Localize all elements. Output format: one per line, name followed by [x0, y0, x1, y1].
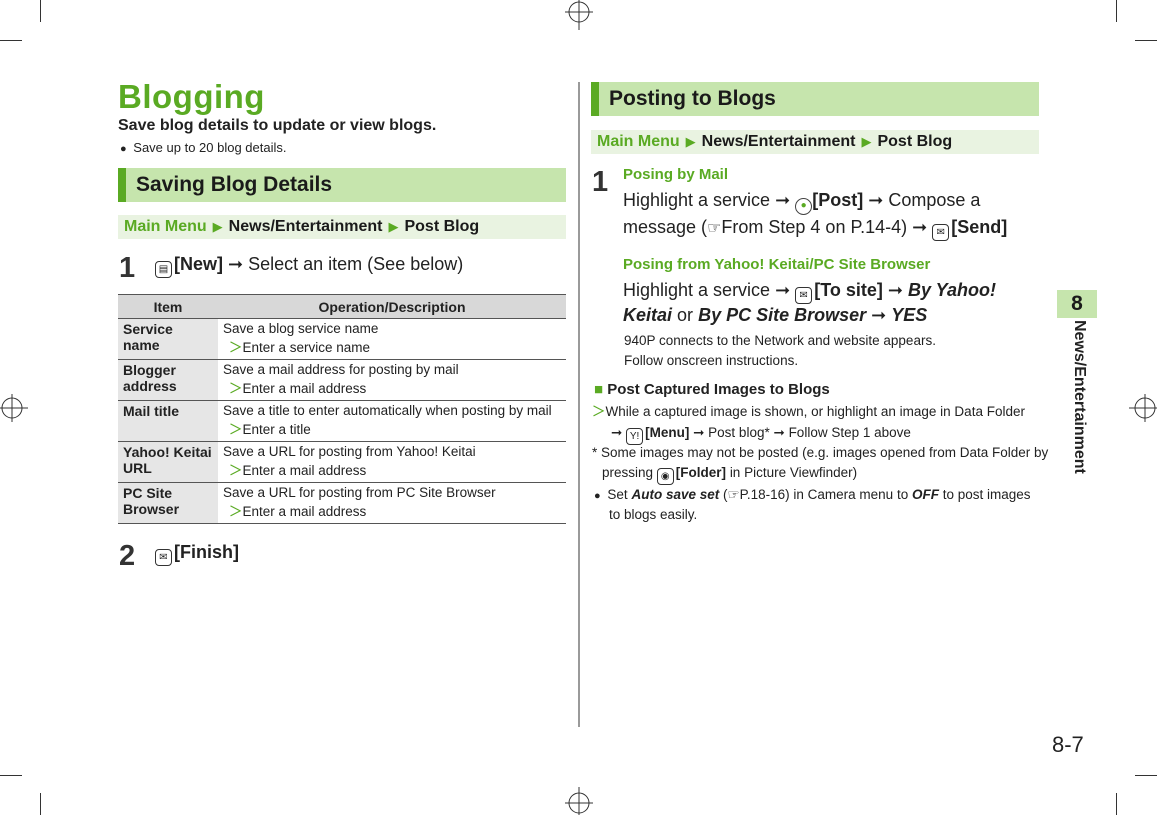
table-row [118, 483, 566, 524]
item-cell: Service name [118, 319, 218, 360]
tv-key-icon: ▤ [155, 261, 172, 278]
mail-key-icon: ✉ [155, 549, 172, 566]
desc-sub: Enter a title [242, 422, 311, 437]
section-heading-posting [591, 82, 1039, 116]
crop-mark [1135, 40, 1157, 41]
arrow-right-icon: ➞ [871, 305, 887, 325]
crop-mark [40, 0, 41, 22]
crop-mark [0, 775, 22, 776]
text: Compose a [888, 190, 981, 210]
triangle-right-icon: ▶ [685, 134, 696, 149]
setting-value: OFF [911, 487, 939, 502]
desc-text: Save a blog service name [223, 321, 379, 336]
square-icon: ■ [594, 381, 604, 398]
text: Highlight a service [623, 190, 771, 210]
desc-text: Save a mail address for posting by mail [223, 362, 459, 377]
item-cell: Blogger address [118, 360, 218, 401]
text: pressing [602, 465, 654, 480]
yahoo-key-icon: Y! [626, 428, 643, 445]
desc-cell [218, 360, 566, 401]
section-title: Saving Blog Details [136, 173, 333, 196]
chevron-right-icon: ＞ [229, 422, 243, 437]
option-yahoo: By Yahoo! [908, 280, 997, 300]
camera-key-icon: ◉ [657, 468, 674, 485]
heading-text: Post Captured Images to Blogs [607, 381, 830, 398]
reference-hand-icon: ☞ [707, 220, 722, 237]
desc-cell [218, 401, 566, 442]
text: or [677, 305, 694, 325]
asterisk: * [592, 445, 598, 460]
reference-hand-icon: ☞ [727, 487, 740, 502]
note-line: Follow onscreen instructions. [624, 353, 799, 368]
bullet-note: ● Set Auto save set (☞P.18-16) in Camera menu to OFF to post images [594, 487, 1031, 502]
items-table-wrap [118, 294, 566, 524]
arrow-right-icon: ➞ [693, 425, 705, 440]
menu-path-main: Main Menu [597, 133, 680, 150]
footnote [602, 462, 857, 485]
step-number: 1 [119, 252, 136, 284]
table-row [118, 360, 566, 401]
bullet-note [120, 140, 287, 155]
arrow-right-icon: ➞ [775, 190, 791, 210]
captured-line [592, 401, 1025, 422]
bullet-text: Save up to 20 blog details. [133, 140, 287, 155]
menu-path [591, 130, 1039, 154]
chapter-label [1064, 320, 1090, 490]
step-text: Select an item (See below) [248, 254, 464, 274]
arrow-right-icon: ➞ [611, 425, 623, 440]
triangle-right-icon: ▶ [388, 219, 399, 234]
captured-heading [594, 381, 830, 398]
new-softkey: [New] [174, 254, 223, 274]
send-softkey: [Send] [951, 217, 1008, 237]
chapter-label-text: News/Entertainment [1071, 320, 1088, 474]
text: Follow Step 1 above [788, 425, 911, 440]
arrow-right-icon: ➞ [912, 217, 928, 237]
menu-path [118, 215, 566, 239]
column-header: Operation/Description [218, 295, 566, 319]
subheading-mail: Posing by Mail [623, 166, 729, 183]
step-2-instruction [155, 542, 239, 566]
page-title: Blogging [118, 78, 265, 115]
text: to post images [942, 487, 1031, 502]
table-header-row [118, 295, 566, 319]
registration-mark-icon [563, 785, 595, 815]
page-subtitle: Save blog details to update or view blogs. [118, 117, 437, 134]
note-line: 940P connects to the Network and website appears. [624, 333, 936, 348]
items-table [118, 294, 566, 524]
bullet-icon: ● [120, 143, 127, 155]
yahoo-instruction-line2 [623, 302, 927, 329]
chapter-tab: 8 [1057, 290, 1097, 318]
item-cell: Yahoo! Keitai URL [118, 442, 218, 483]
text: Post blog* [708, 425, 770, 440]
table-row [118, 401, 566, 442]
chevron-right-icon: ＞ [592, 404, 606, 419]
text: Highlight a service [623, 280, 771, 300]
text: From Step 4 on P.14-4) [721, 217, 908, 237]
text: While a captured image is shown, or highlight an image in Data Folder [605, 404, 1025, 419]
chevron-right-icon: ＞ [229, 381, 243, 396]
triangle-right-icon: ▶ [861, 134, 872, 149]
registration-mark-icon [1127, 392, 1157, 424]
menu-path-main: Main Menu [124, 218, 207, 235]
desc-text: Save a URL for posting from PC Site Browser [223, 485, 496, 500]
mail-key-icon: ✉ [795, 287, 812, 304]
item-cell: PC Site Browser [118, 483, 218, 524]
text: message ( [623, 217, 708, 237]
crop-mark [1135, 775, 1157, 776]
chevron-right-icon: ＞ [229, 463, 243, 478]
item-cell: Mail title [118, 401, 218, 442]
column-header: Item [118, 295, 218, 319]
setting-name: Auto save set [631, 487, 720, 502]
registration-mark-icon [563, 0, 595, 32]
to-site-softkey: [To site] [814, 280, 883, 300]
text: Set [607, 487, 628, 502]
desc-sub: Enter a mail address [242, 463, 367, 478]
desc-cell [218, 319, 566, 360]
mail-instruction-line1 [623, 187, 980, 215]
bullet-note-cont: to blogs easily. [609, 507, 698, 522]
page-number: 8-7 [1052, 732, 1084, 757]
footnote [592, 442, 1048, 463]
crop-mark [1116, 793, 1117, 815]
option-pc-site-browser: By PC Site Browser [698, 305, 867, 325]
desc-cell [218, 483, 566, 524]
mail-instruction-line2 [623, 214, 1007, 242]
text: Some images may not be posted (e.g. images opened from Data Folder by [601, 445, 1049, 460]
post-softkey: [Post] [812, 190, 864, 210]
crop-mark [40, 793, 41, 815]
triangle-right-icon: ▶ [212, 219, 223, 234]
desc-text: Save a title to enter automatically when posting by mail [223, 403, 552, 418]
option-yahoo: Keitai [623, 305, 673, 325]
desc-sub: Enter a mail address [242, 504, 367, 519]
chevron-right-icon: ＞ [229, 504, 243, 519]
menu-path-item: Post Blog [404, 218, 480, 235]
arrow-right-icon: ➞ [228, 254, 244, 274]
desc-cell [218, 442, 566, 483]
arrow-right-icon: ➞ [887, 280, 903, 300]
desc-sub: Enter a mail address [242, 381, 367, 396]
column-divider [578, 82, 580, 727]
desc-text: Save a URL for posting from Yahoo! Keitai [223, 444, 476, 459]
crop-mark [1116, 0, 1117, 22]
text: in Picture Viewfinder) [729, 465, 858, 480]
table-row [118, 319, 566, 360]
arrow-right-icon: ➞ [868, 190, 884, 210]
folder-softkey: [Folder] [675, 465, 727, 480]
finish-softkey: [Finish] [174, 542, 239, 562]
option-yes: YES [891, 305, 928, 325]
mail-key-icon: ✉ [932, 224, 949, 241]
chevron-right-icon: ＞ [229, 340, 243, 355]
table-row [118, 442, 566, 483]
desc-sub: Enter a service name [242, 340, 371, 355]
menu-path-item: Post Blog [877, 133, 953, 150]
section-heading-saving [118, 168, 566, 202]
arrow-right-icon: ➞ [775, 280, 791, 300]
menu-path-item: News/Entertainment [701, 133, 856, 150]
bullet-icon: ● [594, 490, 601, 502]
text: P.18-16) in Camera menu to [739, 487, 909, 502]
subheading-yahoo: Posing from Yahoo! Keitai/PC Site Browser [623, 256, 931, 273]
step-number: 1 [592, 166, 609, 198]
menu-softkey: [Menu] [645, 425, 690, 440]
step-number: 2 [119, 540, 136, 572]
step-1-instruction [155, 254, 463, 278]
crop-mark [0, 40, 22, 41]
section-title: Posting to Blogs [609, 87, 776, 110]
center-key-icon: ● [795, 198, 812, 215]
yahoo-instruction-line1 [623, 277, 996, 304]
registration-mark-icon [0, 392, 30, 424]
menu-path-item: News/Entertainment [228, 218, 383, 235]
arrow-right-icon: ➞ [773, 425, 785, 440]
